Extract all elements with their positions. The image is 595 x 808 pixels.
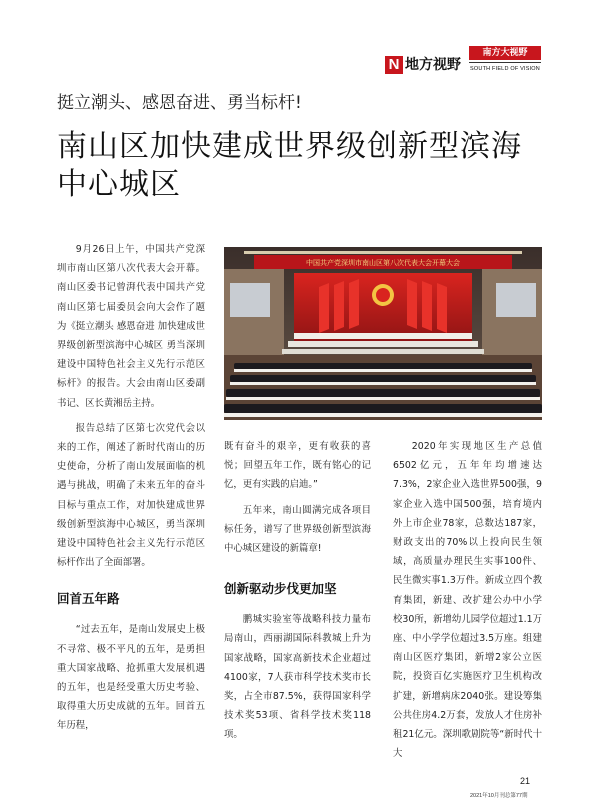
section-tag: 南方大视野 [469,46,541,60]
magazine-logo-icon: N [385,56,403,74]
paragraph: 2020年实现地区生产总值6502亿元，五年年均增速达7.3%，2家企业入选世界500强，9家企业入选中国500强，培育境内外上市企业78家，总数达187家，财政支出的70%以上投向民生领域，高质量办理民生实事100件、民生微实事1.3万件。新成立四个教育集团，新建、改扩建公办中小学校30所，新增幼儿园学位超过1.1万座、中小学学位超过3.5万座。组建南山区医疗集团，新增2家公立医院，投资百亿实施医疗卫生机构改扩建，新增病床2040张。建设筹集公共住房4.2万套，发放人才住房补租21亿元。深圳歌剧院等“新时代十大 [393,441,542,760]
section-heading: 回首五年路 [57,591,120,607]
paragraph: 五年来，南山圆满完成各项目标任务，谱写了世界级创新型滨海中心城区建设的新篇章! [224,504,371,555]
column-brand: 地方视野 [405,57,461,73]
paragraph: 既有奋斗的艰辛，更有收获的喜悦；回望五年工作，既有铭心的记忆，更有实践的启迪。” [224,441,371,491]
paragraph: “过去五年，是南山发展史上极不寻常、极不平凡的五年，是勇担重大国家战略、抢抓重大发展机遇的五年，也是经受重大历史考验、取得重大历史成就的五年。回首五年历程， [57,624,205,732]
article-subtitle: 挺立潮头、感恩奋进、勇当标杆! [57,93,302,113]
congress-hall-photo [224,247,542,420]
article-headline: 南山区加快建成世界级创新型滨海中心城区 [57,129,522,202]
article-column-2 [224,437,371,745]
paragraph: 报告总结了区第七次党代会以来的工作，阐述了新时代南山的历史使命，分析了南山发展面临的机遇与挑战，明确了未来五年的奋斗目标与重点工作，对加快建成世界级创新型滨海中心城区，勇当深圳建设中国特色社会主义先行示范区标杆作出了全面部署。 [57,422,205,569]
article-column-3 [393,437,542,763]
issue-info: 2021年10月刊总第77期 [470,793,528,799]
article-column-1 [57,240,205,736]
section-heading: 创新驱动步伐更加坚 [224,581,337,597]
paragraph: 鹏城实验室等战略科技力量布局南山，西丽湖国际科教城上升为国家战略，国家高新技术企业超过4100家，7人获市科学技术奖市长奖，占全市87.5%，获得国家科学技术奖53项、省科学技术奖118项。 [224,614,371,741]
paragraph: 9月26日上午，中国共产党深圳市南山区第八次代表大会开幕。南山区委书记曾湃代表中国共产党南山区第七届委员会向大会作了题为《挺立潮头 感恩奋进 加快建成世界级创新型滨海中心城区 勇当深圳建设中国特色社会主义先行示范区标杆》的报告。大会由南山区委副书记、区长黄湘岳主持。 [57,244,205,409]
page-number: 21 [520,776,531,786]
stage-banner-text: 中国共产党深圳市南山区第八次代表大会开幕大会 [306,259,460,267]
congress-hall-illustration [224,247,542,420]
section-tag-english: SOUTH FIELD OF VISION [469,62,541,75]
